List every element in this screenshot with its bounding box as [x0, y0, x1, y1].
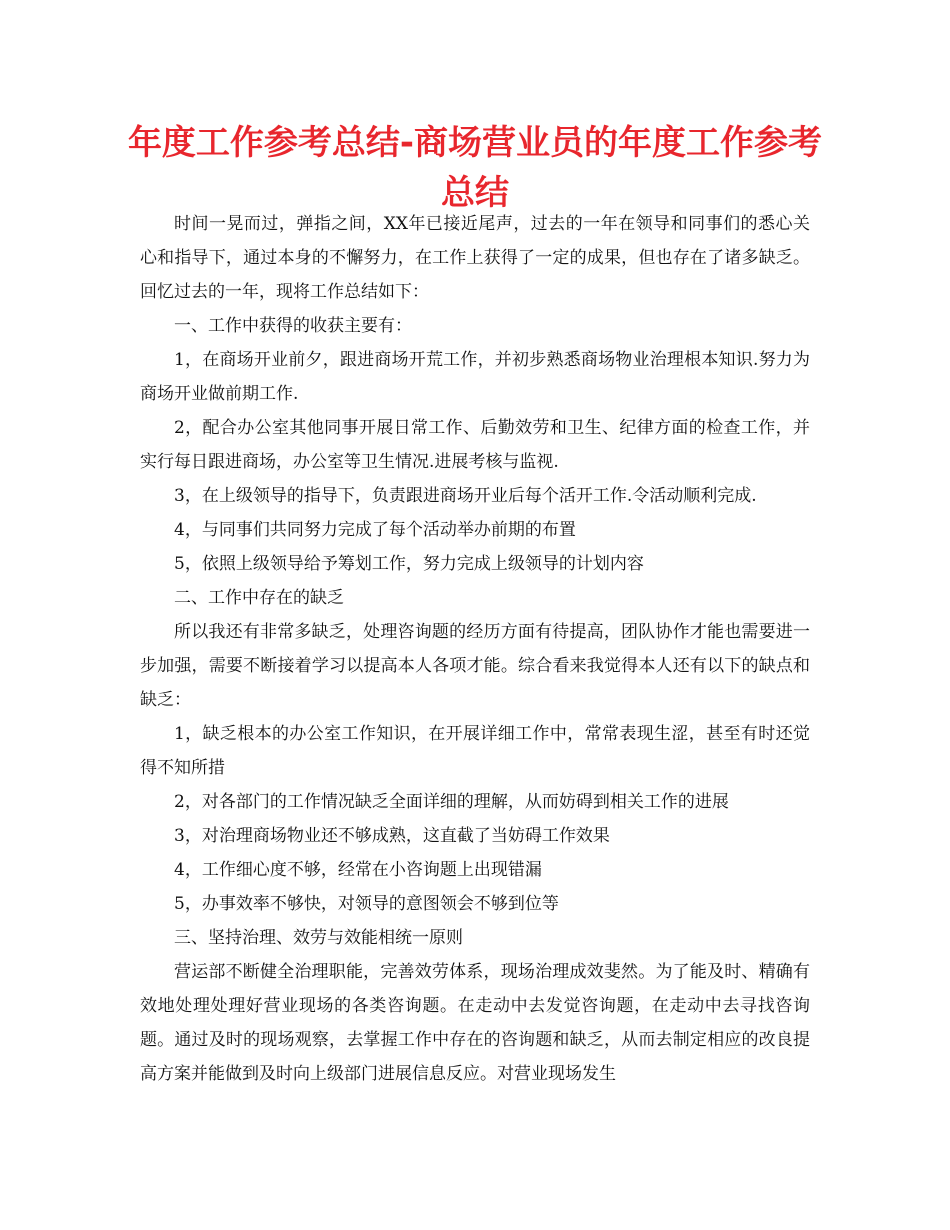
list-item: 2，配合办公室其他同事开展日常工作、后勤效劳和卫生、纪律方面的检查工作，并实行每日跟进商场，办公室等卫生情况.进展考核与监视.: [140, 418, 810, 472]
section-heading-shortcomings: 二、工作中存在的缺乏: [174, 588, 344, 608]
document-body: [140, 207, 810, 1091]
list-item: 3，对治理商场物业还不够成熟，这直截了当妨碍工作效果: [174, 826, 610, 846]
list-item: 3，在上级领导的指导下，负责跟进商场开业后每个活开工作.令活动顺利完成.: [174, 486, 757, 506]
list-item: 1，在商场开业前夕，跟进商场开荒工作，并初步熟悉商场物业治理根本知识.努力为商场开业做前期工作.: [140, 350, 810, 404]
list-item: 4，与同事们共同努力完成了每个活动举办前期的布置: [174, 520, 576, 540]
list-item: 2，对各部门的工作情况缺乏全面详细的理解，从而妨碍到相关工作的进展: [174, 792, 729, 812]
section-heading-principles: 三、坚持治理、效劳与效能相统一原则: [174, 928, 463, 948]
list-item: 5，依照上级领导给予筹划工作，努力完成上级领导的计划内容: [174, 554, 644, 574]
section-heading-gains: 一、工作中获得的收获主要有：: [174, 316, 412, 336]
list-item: 1，缺乏根本的办公室工作知识，在开展详细工作中，常常表现生涩，甚至有时还觉得不知所措: [140, 724, 810, 778]
paragraph-shortcomings-intro: 所以我还有非常多缺乏，处理咨询题的经历方面有待提高，团队协作才能也需要进一步加强，需要不断接着学习以提高本人各项才能。综合看来我觉得本人还有以下的缺点和缺乏：: [140, 622, 810, 710]
list-item: 4，工作细心度不够，经常在小咨询题上出现错漏: [174, 860, 542, 880]
document-title: 年度工作参考总结-商场营业员的年度工作参考总结: [127, 123, 823, 213]
paragraph-intro: 时间一晃而过，弹指之间，XX年已接近尾声，过去的一年在领导和同事们的悉心关心和指导下，通过本身的不懈努力，在工作上获得了一定的成果，但也存在了诸多缺乏。回忆过去的一年，现将工作总结如下：: [140, 214, 810, 302]
list-item: 5，办事效率不够快，对领导的意图领会不够到位等: [174, 894, 559, 914]
paragraph-operations: 营运部不断健全治理职能，完善效劳体系，现场治理成效斐然。为了能及时、精确有效地处理处理好营业现场的各类咨询题。在走动中去发觉咨询题，在走动中去寻找咨询题。通过及时的现场观察，去掌握工作中存在的咨询题和缺乏，从而去制定相应的改良提高方案并能做到及时向上级部门进展信息反应。对营业现场发生: [140, 962, 810, 1084]
